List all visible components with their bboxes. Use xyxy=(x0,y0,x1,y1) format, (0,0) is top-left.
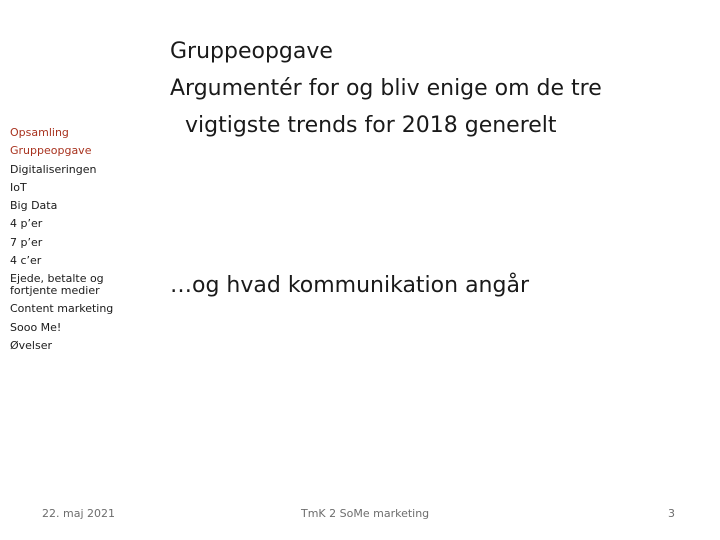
sidebar-item-ovelser[interactable]: Øvelser xyxy=(10,338,53,352)
sidebar-item-ejede-betalte-fortjente-medier[interactable]: Ejede, betalte og fortjente medier xyxy=(10,272,104,298)
sidebar-item-4-cer[interactable]: 4 c’er xyxy=(10,254,42,268)
sidebar-item-4-per[interactable]: 4 p’er xyxy=(10,217,43,231)
footer-course-title: TmK 2 SoMe marketing xyxy=(301,507,430,520)
sidebar-item-big-data[interactable]: Big Data xyxy=(10,199,58,213)
sidebar-item-opsamling[interactable]: Opsamling xyxy=(10,126,69,139)
slide-subtext: …og hvad kommunikation angår xyxy=(170,273,529,298)
footer-date: 22. maj 2021 xyxy=(42,507,115,520)
slide-content xyxy=(170,33,700,144)
sidebar-item-iot[interactable]: IoT xyxy=(10,180,27,194)
sidebar-item-7-per[interactable]: 7 p’er xyxy=(10,235,43,249)
sidebar-item-sooo-me[interactable]: Sooo Me! xyxy=(10,320,62,334)
footer-page-number: 3 xyxy=(668,507,675,520)
sidebar-nav xyxy=(10,124,130,355)
slide-question-line-2: vigtigste trends for 2018 generelt xyxy=(185,113,557,138)
slide-title: Gruppeopgave xyxy=(170,39,333,64)
slide-question-line-1: Argumentér for og bliv enige om de tre xyxy=(170,76,602,101)
sidebar-item-content-marketing[interactable]: Content marketing xyxy=(10,302,114,316)
sidebar-item-gruppeopgave[interactable]: Gruppeopgave xyxy=(10,144,92,158)
sidebar-item-digitaliseringen[interactable]: Digitaliseringen xyxy=(10,162,97,176)
